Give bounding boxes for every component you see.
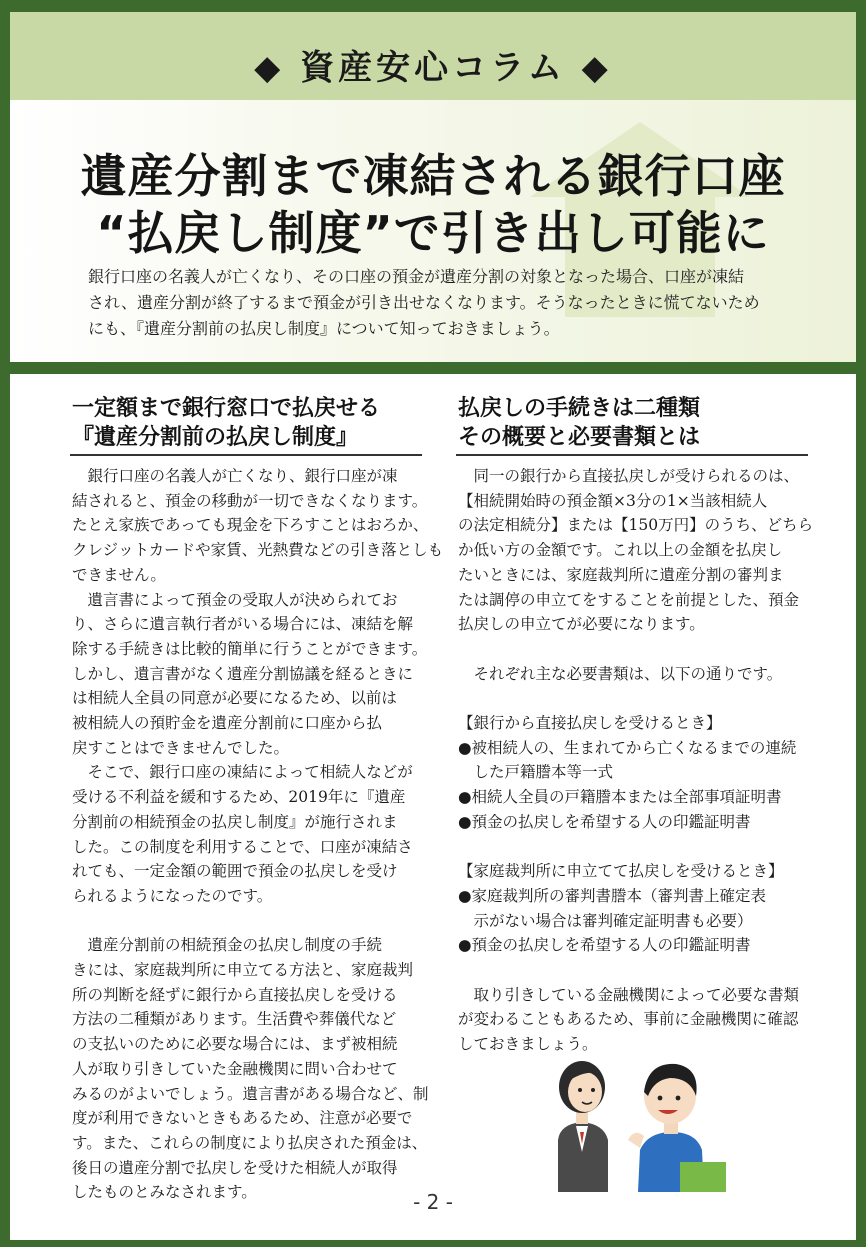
body-line: か低い方の金額です。これ以上の金額を払戻し (458, 541, 783, 560)
body-line: 受ける不利益を緩和するため、2019年に『遺産 (72, 788, 406, 807)
body-line: 遺言書によって預金の受取人が決められてお (72, 590, 398, 609)
body-line: 【家庭裁判所に申立てて払戻しを受けるとき】 (458, 862, 784, 881)
left-heading-line: 一定額まで銀行窓口で払戻せる (72, 396, 381, 421)
body-line (458, 637, 818, 662)
consultation-illustration (530, 1032, 730, 1192)
body-line: しかし、遺言書がなく遺産分割協議を経るときに (72, 664, 414, 683)
body-line: 結されると、預金の移動が一切できなくなります。 (72, 491, 428, 510)
body-line: した戸籍謄本等一式 (458, 763, 614, 782)
body-line: 所の判断を経ずに銀行から直接払戻しを受ける (72, 985, 398, 1004)
body-line: 戻すことはできませんでした。 (72, 738, 290, 757)
body-line: しておきましょう。 (458, 1035, 598, 1054)
body-line: 【銀行から直接払戻しを受けるとき】 (458, 714, 722, 733)
body-line: 後日の遺産分割で払戻しを受けた相続人が取得 (72, 1158, 398, 1177)
body-line: みるのがよいでしょう。遺言書がある場合など、制 (72, 1084, 429, 1103)
body-line: す。また、これらの制度により払戻された預金は、 (72, 1133, 428, 1152)
lead-line: 銀行口座の名義人が亡くなり、その口座の預金が遺産分割の対象となった場合、口座が凍結 (88, 267, 745, 286)
body-line: それぞれ主な必要書類は、以下の通りです。 (458, 664, 783, 683)
right-heading-line: その概要と必要書類とは (458, 425, 701, 450)
body-line: 被相続人の預貯金を遺産分割前に口座から払 (72, 714, 383, 733)
body-line: クレジットカードや家賃、光熱費などの引き落としも (72, 541, 444, 560)
body-line: できません。 (72, 565, 166, 584)
body-line: たは調停の申立てをすることを前提とした、預金 (458, 590, 800, 609)
body-line: ●預金の払戻しを希望する人の印鑑証明書 (458, 936, 751, 955)
body-line: たとえ家族であっても現金を下ろすことはおろか、 (72, 516, 429, 535)
body-line: 銀行口座の名義人が亡くなり、銀行口座が凍 (72, 467, 398, 485)
body-line: 取り引きしている金融機関によって必要な書類 (458, 985, 800, 1004)
body-line: 除する手続きは比較的簡単に行うことができます。 (72, 639, 428, 658)
left-heading (72, 394, 380, 452)
lead-line: にも、『遺産分割前の払戻し制度』について知っておきましょう。 (88, 319, 560, 338)
body-line: そこで、銀行口座の凍結によって相続人などが (72, 763, 413, 782)
body-line: ●被相続人の、生まれてから亡くなるまでの連続 (458, 738, 797, 757)
body-line: り、さらに遺言執行者がいる場合には、凍結を解 (72, 615, 414, 634)
body-line: ●家庭裁判所の審判書謄本（審判書上確定表 (458, 886, 767, 905)
body-line: 遺産分割前の相続預金の払戻し制度の手続 (72, 936, 383, 955)
body-line: 示がない場合は審判確定証明書も必要） (458, 911, 753, 930)
body-line: 同一の銀行から直接払戻しが受けられるのは、 (458, 467, 800, 485)
body-line: 分割前の相続預金の払戻し制度』が施行されま (72, 812, 398, 831)
right-heading-line: 払戻しの手続きは二種類 (458, 396, 701, 421)
lead-line: され、遺産分割が終了するまで預金が引き出せなくなります。そうなったときに慌てないため (88, 293, 760, 312)
body-line: ●預金の払戻しを希望する人の印鑑証明書 (458, 812, 751, 831)
body-line: 方法の二種類があります。生活費や葬儀代など (72, 1010, 397, 1029)
body-line: たいときには、家庭裁判所に遺産分割の審判ま (458, 565, 784, 584)
body-line: の支払いのために必要な場合には、まず被相続 (72, 1035, 398, 1054)
body-line (458, 958, 818, 983)
woman-figure (558, 1061, 608, 1192)
hero-title-line1: 遺産分割まで凍結される銀行口座 (80, 149, 786, 203)
body-line: れても、一定金額の範囲で預金の払戻しを受け (72, 862, 398, 881)
hero-title-line2: “払戻し制度”で引き出し可能に (96, 206, 770, 260)
body-line: が変わることもあるため、事前に金融機関に確認 (458, 1010, 799, 1029)
body-line: られるようになったのです。 (72, 886, 273, 905)
right-heading (458, 394, 700, 452)
left-heading-line: 『遺産分割前の払戻し制度』 (72, 425, 359, 450)
column-title: ◆ 資産安心コラム ◆ (254, 48, 612, 88)
body-line (72, 909, 432, 934)
body-line: きには、家庭裁判所に申立てる方法と、家庭裁判 (72, 961, 414, 980)
page-number: - 2 - (413, 1190, 453, 1214)
left-heading-rule (70, 454, 422, 456)
body-line: は相続人全員の同意が必要になるため、以前は (72, 689, 397, 708)
body-line: ●相続人全員の戸籍謄本または全部事項証明書 (458, 788, 782, 807)
body-line: 人が取り引きしていた金融機関に問い合わせて (72, 1059, 398, 1078)
body-line: した。この制度を利用することで、口座が凍結さ (72, 837, 413, 856)
lead-paragraph (88, 264, 788, 342)
body-line: の法定相続分】または【150万円】のうち、どちら (458, 516, 814, 535)
left-body (72, 464, 444, 1205)
body-line (458, 686, 818, 711)
body-line: したものとみなされます。 (72, 1183, 257, 1202)
divider-bar (10, 362, 856, 374)
body-line: 払戻しの申立てが必要になります。 (458, 615, 705, 634)
body-line: 【相続開始時の預金額×3分の1×当該相続人 (458, 491, 768, 510)
right-body (458, 464, 818, 1057)
right-heading-rule (456, 454, 808, 456)
body-line: 度が利用できないときもあるため、注意が必要で (72, 1109, 413, 1128)
body-line (458, 835, 818, 860)
chair (680, 1162, 726, 1192)
page (10, 12, 856, 1240)
